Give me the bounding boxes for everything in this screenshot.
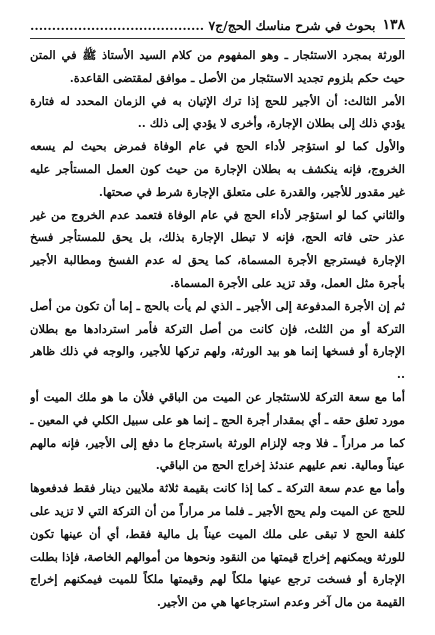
page-number: ١٣٨	[382, 17, 405, 33]
paragraph-6: أما مع سعة التركة للاستئجار عن الميت من الباقي فلأن ما هو ملك الميت أو مورد تعلق حقه ـ أي بمقدار أجرة الحج ـ إنما هو على سبيل الكلي في المعين ـ كما مر مراراً ـ فلا وجه لإلزام الورثة باسترجاع ما دفع إلى الأجير، فإنه مالهم عيناً ومالية. نعم عليهم عندئذ إخراج الحج من الباقي.	[30, 389, 405, 473]
paragraph-1: الورثة بمجرد الاستئجار ـ وهو المفهوم من كلام السيد الأستاذ ﷺ في المتن حيث حكم بلزوم تجديد الاستئجار من الأصل ـ موافق لمقتضى القاعدة.	[30, 48, 405, 85]
paragraph-5: ثم إن الأجرة المدفوعة إلى الأجير ـ الذي لم يأت بالحج ـ إما أن تكون من أصل التركة أو من الثلث، فإن كانت من أصل التركة فأمر استردادها مع بطلان الإجارة أو فسخها إنما هو بيد الورثة، ولهم تركها للأجير، والوجه في ذلك ظاهر ..	[30, 298, 405, 382]
paragraph-4: والثاني كما لو استؤجر لأداء الحج في عام الوفاة فتعمد عدم الخروج من غير عذر حتى فاته الحج، فإنه لا تبطل الإجارة بذلك، بل يحق للمستأجر فسخ الإجارة فيسترجع الأجرة المسماة، كما يحق له عدم الفسخ ومطالبة الأجير بأجرة مثل العمل، وقد تزيد على الأجرة المسماة.	[30, 207, 405, 290]
running-title: بحوث في شرح مناسك الحج/ج٧ ........................................	[30, 17, 376, 33]
paragraph-7: وأما مع عدم سعة التركة ـ كما إذا كانت بقيمة ثلاثة ملايين دينار فقط فدفعوها للحج عن الميت ولم يحج الأجير ـ فلما مر مراراً من أن التركة التي لا تزيد على كلفة الحج لا تبقى على ملك الميت عيناً بل مالية فقط، أي أن عينها تكون للورثة ويمكنهم إخراج قيمتها من النقود ونحوها من أموالهم الخاصة، فإذا بطلت الإجارة أو فسخت ترجع عينها ملكاً لهم وقيمتها ملكاً للميت فيمكنهم إخراج القيمة من مال آخر وعدم استرجاعها هي من الأجير.	[30, 481, 405, 610]
paragraph-2: الأمر الثالث: أن الأجير للحج إذا ترك الإتيان به في الزمان المحدد له فتارة يؤدي ذلك إلى بطلان الإجارة، وأخرى لا يؤدي إلى ذلك ..	[30, 93, 405, 131]
paragraph-3: والأول كما لو استؤجر لأداء الحج في عام الوفاة فمرض بحيث لم يسعه الخروج، فإنه ينكشف به بطلان الإجارة من حيث كون العمل المستأجر عليه غير مقدور للأجير، والقدرة على متعلق الإجارة شرط في صحتها.	[30, 139, 405, 199]
page-header	[30, 14, 405, 36]
page-body	[30, 44, 405, 623]
header-rule	[30, 38, 405, 39]
